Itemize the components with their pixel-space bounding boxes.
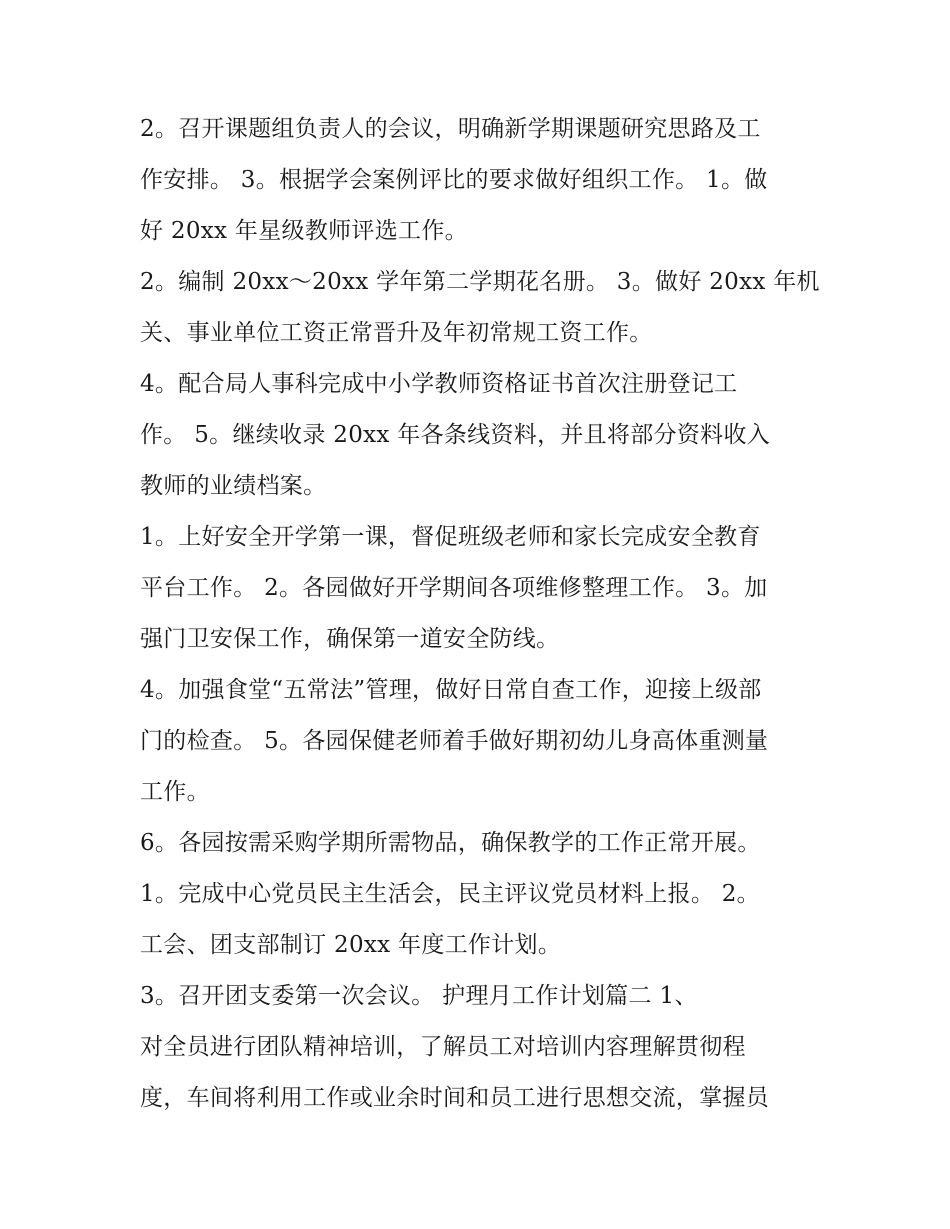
text-line: 1。完成中心党员民主生活会，民主评议党员材料上报。 2。 (140, 881, 760, 907)
text-line: 工会、团支部制订 20xx 年度工作计划。 (140, 932, 562, 958)
text-line: 4。加强食堂“五常法”管理，做好日常自查工作，迎接上级部 (140, 677, 762, 703)
text-line: 门的检查。 5。各园保健老师着手做好期初幼儿身高体重测量 (140, 728, 769, 754)
text-line: 4。配合局人事科完成中小学教师资格证书首次注册登记工 (140, 371, 738, 397)
text-line: 2。编制 20xx～20xx 学年第二学期花名册。 3。做好 20xx 年机 (140, 269, 820, 295)
text-line: 强门卫安保工作，确保第一道安全防线。 (140, 626, 560, 652)
text-line: 好 20xx 年星级教师评选工作。 (140, 218, 468, 244)
text-line: 6。各园按需采购学期所需物品，确保教学的工作正常开展。 (140, 830, 761, 856)
text-line: 对全员进行团队精神培训，了解员工对培训内容理解贯彻程 (140, 1034, 746, 1060)
text-line: 2。召开课题组负责人的会议，明确新学期课题研究思路及工 (140, 116, 761, 142)
text-line: 工作。 (140, 779, 210, 805)
text-line: 1。上好安全开学第一课，督促班级老师和家长完成安全教育 (140, 524, 761, 550)
text-line: 平台工作。 2。各园做好开学期间各项维修整理工作。 3。加 (140, 575, 768, 601)
text-line: 教师的业绩档案。 (140, 473, 327, 499)
text-line: 3。召开团支委第一次会议。 护理月工作计划篇二 1、 (140, 983, 698, 1009)
text-line: 作安排。 3。根据学会案例评比的要求做好组织工作。 1。做 (140, 167, 768, 193)
text-line: 度，车间将利用工作或业余时间和员工进行思想交流，掌握员 (140, 1085, 770, 1111)
text-line: 作。 5。继续收录 20xx 年各条线资料，并且将部分资料收入 (140, 422, 771, 448)
text-line: 关、事业单位工资正常晋升及年初常规工资工作。 (140, 320, 653, 346)
